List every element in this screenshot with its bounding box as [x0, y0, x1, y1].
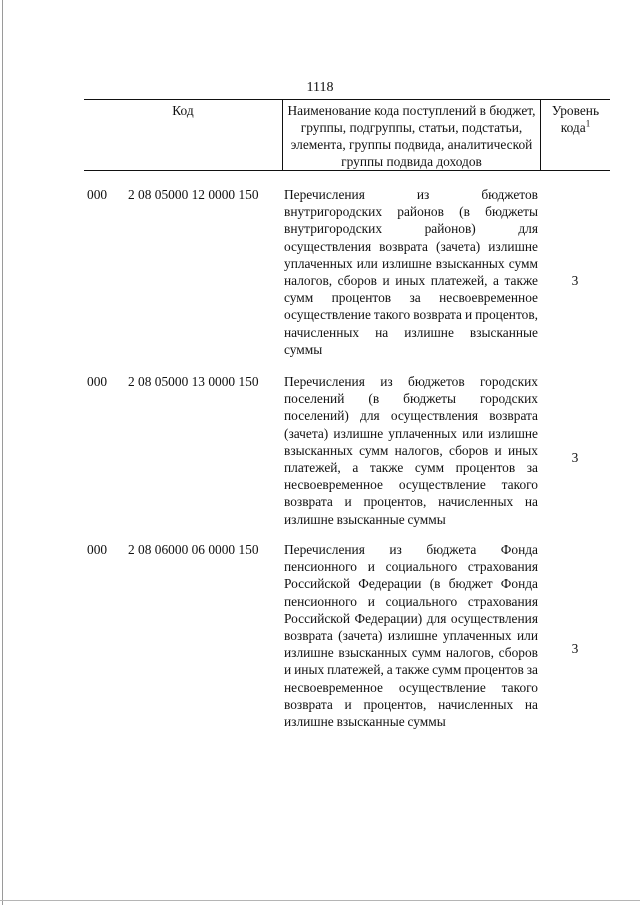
- page-number: 1118: [306, 80, 334, 95]
- header-level-footnote: 1: [585, 118, 591, 129]
- row-admin-code: 000: [87, 374, 108, 389]
- table-header: [84, 99, 610, 171]
- row-income-name: Перечисления из бюджетов городских поселений (в бюджеты городских поселений) для осуществления возврата (зачета) излишне уплаченных или излишне взысканных сумм налогов, сборов и иных платежей, а также сумм процентов за несвоевременное осуществление такого возврата и процентов, начисленных на излишне взысканные суммы: [284, 374, 538, 527]
- header-level: [541, 102, 610, 136]
- row-income-name: Перечисления из бюджетов внутригородских районов (в бюджеты внутригородских районов) для осуществления возврата (зачета) излишне уплаченных или излишне взысканных сумм налогов, сборов и иных платежей, а также сумм процентов за несвоевременное осуществление такого возврата и процентов, начисленных на излишне взысканные суммы: [284, 187, 538, 357]
- scan-edge-left: [2, 0, 3, 905]
- header-name: Наименование кода поступлений в бюджет, группы, подгруппы, статьи, подстатьи, элемента, группы подвида, аналитической группы подвида доходов: [287, 103, 536, 169]
- header-level-label: Уровень кода: [551, 103, 600, 135]
- scan-edge-bottom: [0, 900, 640, 901]
- row-admin-code: 000: [87, 187, 108, 202]
- row-level: 3: [571, 273, 579, 288]
- row-income-code: 2 08 05000 13 0000 150: [128, 374, 259, 389]
- row-income-code: 2 08 06000 06 0000 150: [128, 542, 259, 557]
- row-level: 3: [571, 450, 579, 465]
- row-income-code: 2 08 05000 12 0000 150: [128, 187, 259, 202]
- row-income-name: Перечисления из бюджета Фонда пенсионного и социального страхования Российской Федерации (в бюджет Фонда пенсионного и социального страхования Российской Федерации) для осуществления возврата (зачета) излишне уплаченных или излишне взысканных сумм налогов, сборов и иных платежей, а также сумм процентов за несвоевременное осуществление такого возврата и процентов, начисленных на излишне взысканные суммы: [284, 542, 538, 730]
- row-level: 3: [571, 641, 579, 656]
- row-admin-code: 000: [87, 542, 108, 557]
- header-code: Код: [172, 103, 194, 118]
